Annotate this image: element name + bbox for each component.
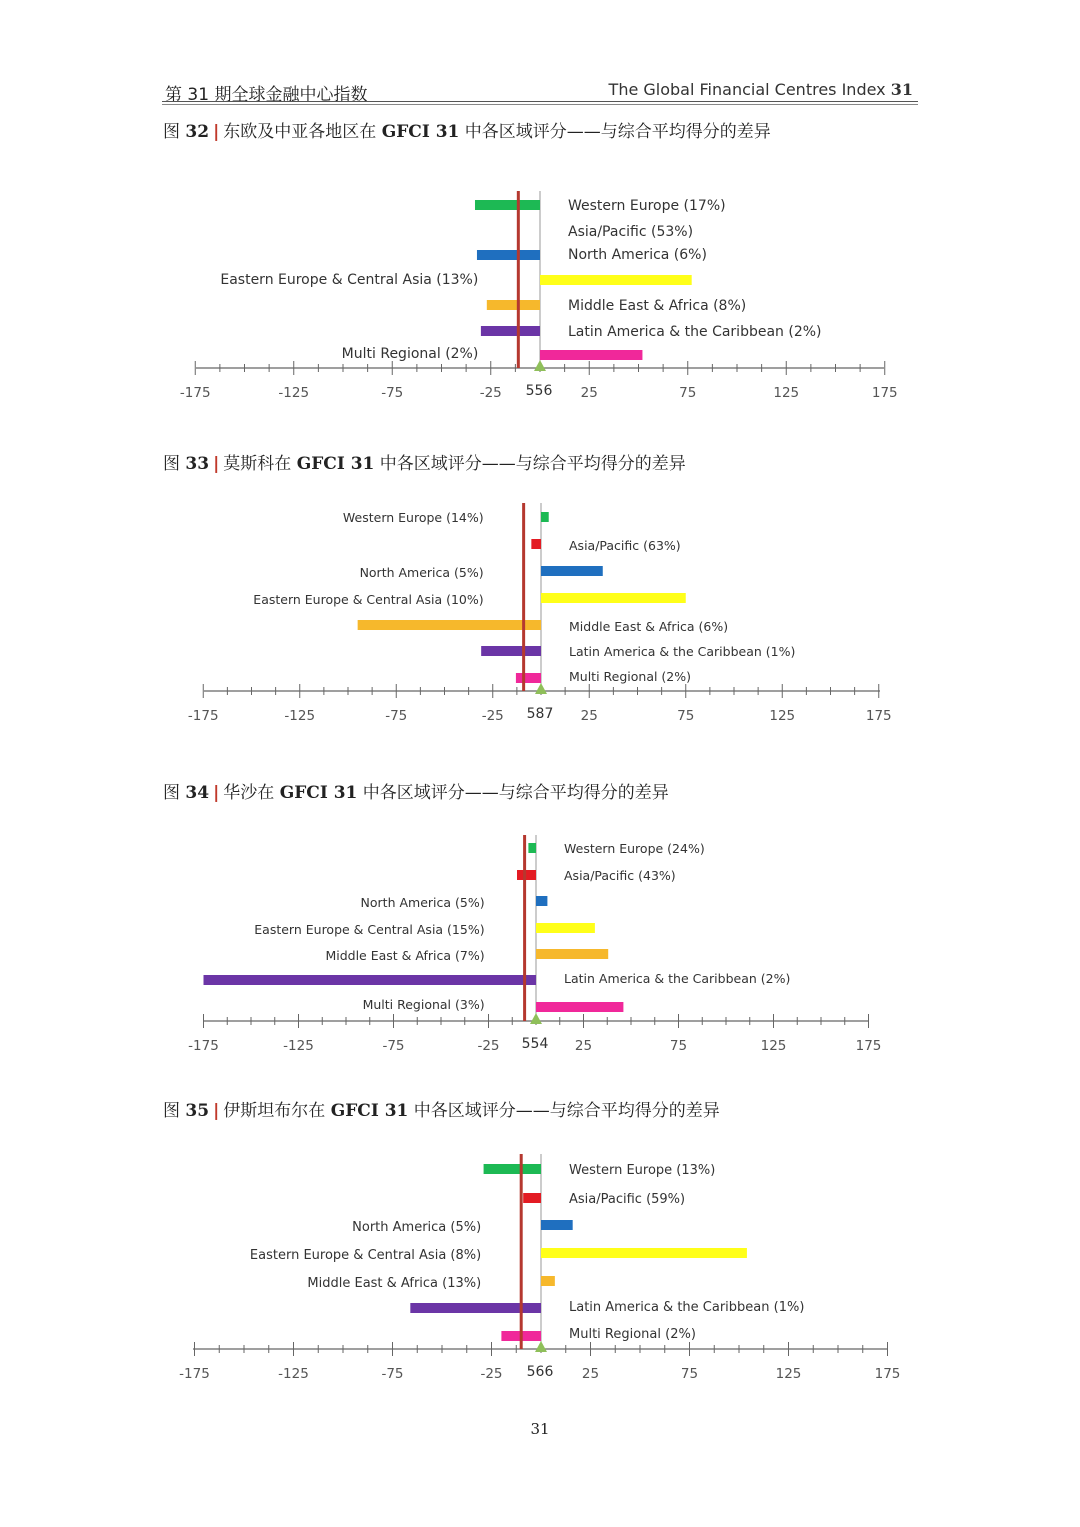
bar-multi-regional — [540, 350, 642, 360]
figure-separator: | — [213, 783, 220, 803]
x-tick-label: 25 — [580, 385, 598, 401]
x-tick-label: 25 — [581, 1366, 600, 1382]
bar-label: Latin America & the Caribbean (2%) — [564, 971, 791, 986]
figure-prefix: 图 — [163, 783, 180, 803]
bar-middle-east-africa — [541, 1276, 555, 1286]
figure-title-post: 中各区域评分——与综合平均得分的差异 — [413, 1101, 720, 1121]
bar-label: Multi Regional (2%) — [569, 669, 692, 684]
center-score-label: 554 — [521, 1036, 549, 1052]
bar-eastern-europe-central-asia — [540, 275, 692, 285]
x-tick-label: 125 — [773, 385, 800, 401]
bar-label: North America (5%) — [352, 1220, 482, 1235]
figure-separator: | — [213, 122, 220, 142]
bar-label: Multi Regional (3%) — [362, 997, 485, 1012]
bar-north-america — [536, 896, 547, 906]
bar-label: Eastern Europe & Central Asia (8%) — [249, 1248, 482, 1263]
header-right-title — [609, 80, 913, 99]
bar-north-america — [541, 566, 603, 576]
bar-label: Western Europe (14%) — [342, 510, 484, 525]
x-tick-label: -25 — [477, 1038, 500, 1054]
bar-multi-regional — [536, 1002, 623, 1012]
x-tick-label: -75 — [381, 1366, 404, 1382]
bar-label: Middle East & Africa (6%) — [569, 619, 729, 634]
center-score-label: 587 — [526, 706, 554, 722]
figure-number: 33 — [185, 454, 210, 474]
bar-western-europe — [475, 200, 540, 210]
x-tick-label: -75 — [385, 708, 408, 724]
figure-title-post: 中各区域评分——与综合平均得分的差异 — [379, 454, 686, 474]
header-rule — [162, 101, 918, 102]
chart-figure-35 — [0, 1148, 1080, 1393]
bar-eastern-europe-central-asia — [541, 1248, 747, 1258]
bar-eastern-europe-central-asia — [536, 923, 595, 933]
figure-prefix: 图 — [163, 122, 180, 142]
x-tick-label: 75 — [669, 1038, 688, 1054]
x-tick-label: -75 — [382, 1038, 405, 1054]
x-tick-label: 175 — [865, 708, 892, 724]
header-right-text: The Global Financial Centres Index — [608, 80, 886, 99]
figure-prefix: 图 — [163, 1101, 180, 1121]
bar-middle-east-africa — [536, 949, 608, 959]
bar-label: North America (6%) — [568, 247, 707, 263]
bar-label: Eastern Europe & Central Asia (13%) — [220, 272, 479, 288]
figure-number: 35 — [185, 1101, 210, 1121]
x-tick-label: 125 — [775, 1366, 802, 1382]
bar-north-america — [541, 1220, 573, 1230]
x-tick-label: -175 — [179, 385, 211, 401]
header-right-number: 31 — [890, 80, 913, 99]
bar-label: North America (5%) — [360, 895, 485, 910]
bar-label: Multi Regional (2%) — [569, 1327, 696, 1342]
x-tick-label: -175 — [187, 708, 219, 724]
score-marker-triangle — [535, 1341, 547, 1352]
bar-label: Asia/Pacific (59%) — [569, 1192, 686, 1207]
bar-latin-america-the-caribbean — [481, 646, 541, 656]
bar-label: Western Europe (17%) — [568, 198, 726, 214]
x-tick-label: -75 — [381, 385, 404, 401]
x-tick-label: -25 — [481, 708, 504, 724]
figure-title-gfci: GFCI 31 — [381, 122, 460, 142]
bar-label: Asia/Pacific (53%) — [568, 224, 694, 240]
bar-label: Latin America & the Caribbean (1%) — [569, 644, 796, 659]
bar-asia-pacific — [523, 1193, 541, 1203]
header-rule-thin — [162, 104, 918, 105]
bar-western-europe — [528, 843, 536, 853]
x-tick-label: 75 — [677, 708, 695, 724]
figure-title-gfci: GFCI 31 — [296, 454, 375, 474]
bar-label: Latin America & the Caribbean (1%) — [569, 1300, 805, 1315]
figure-title-gfci: GFCI 31 — [330, 1101, 409, 1121]
figure-title-pre: 东欧及中亚各地区在 — [223, 122, 377, 142]
x-tick-label: -175 — [179, 1366, 210, 1382]
bar-latin-america-the-caribbean — [481, 326, 540, 336]
figure-prefix: 图 — [163, 454, 180, 474]
bar-label: Eastern Europe & Central Asia (15%) — [254, 922, 485, 937]
figure-title-gfci: GFCI 31 — [279, 783, 358, 803]
center-score-label: 566 — [526, 1364, 554, 1380]
bar-label: Latin America & the Caribbean (2%) — [568, 324, 822, 340]
header-left-title: 第 31 期全球金融中心指数 — [165, 85, 368, 105]
figure-title-pre: 莫斯科在 — [223, 454, 292, 474]
figure-32-title — [163, 117, 771, 142]
page-number: 31 — [530, 1420, 550, 1438]
x-tick-label: 175 — [855, 1038, 882, 1054]
figure-34-title — [163, 778, 669, 803]
x-tick-label: 75 — [680, 1366, 699, 1382]
figure-title-post: 中各区域评分——与综合平均得分的差异 — [464, 122, 771, 142]
bar-label: North America (5%) — [359, 565, 484, 580]
bar-label: Middle East & Africa (13%) — [307, 1276, 482, 1291]
bar-label: Middle East & Africa (8%) — [568, 298, 747, 314]
figure-33-title — [163, 449, 686, 474]
score-marker-triangle — [530, 1013, 542, 1024]
bar-label: Middle East & Africa (7%) — [325, 948, 485, 963]
bar-middle-east-africa — [358, 620, 541, 630]
x-tick-label: -25 — [479, 385, 502, 401]
figure-number: 32 — [185, 122, 210, 142]
bar-multi-regional — [516, 673, 541, 683]
bar-label: Multi Regional (2%) — [341, 346, 479, 362]
chart-figure-33 — [0, 490, 1080, 730]
figure-separator: | — [213, 1101, 220, 1121]
bar-label: Asia/Pacific (43%) — [564, 868, 676, 883]
x-tick-label: 75 — [679, 385, 697, 401]
x-tick-label: 125 — [769, 708, 796, 724]
x-tick-label: 175 — [874, 1366, 901, 1382]
bar-latin-america-the-caribbean — [204, 975, 537, 985]
figure-number: 34 — [185, 783, 210, 803]
score-marker-triangle — [534, 360, 546, 371]
bar-western-europe — [541, 512, 549, 522]
chart-figure-34 — [0, 825, 1080, 1060]
x-tick-label: 175 — [871, 385, 898, 401]
bar-label: Eastern Europe & Central Asia (10%) — [253, 592, 484, 607]
center-score-label: 556 — [525, 383, 553, 399]
x-tick-label: -175 — [188, 1038, 219, 1054]
bar-label: Asia/Pacific (63%) — [569, 538, 681, 553]
x-tick-label: -25 — [480, 1366, 503, 1382]
bar-label: Western Europe (13%) — [569, 1163, 716, 1178]
figure-35-title — [163, 1096, 720, 1121]
figure-separator: | — [213, 454, 220, 474]
x-tick-label: 25 — [580, 708, 598, 724]
x-tick-label: -125 — [283, 1038, 314, 1054]
x-tick-label: -125 — [278, 385, 310, 401]
bar-eastern-europe-central-asia — [541, 593, 686, 603]
x-tick-label: 25 — [574, 1038, 593, 1054]
figure-title-pre: 华沙在 — [223, 783, 275, 803]
bar-label: Western Europe (24%) — [564, 841, 705, 856]
bar-middle-east-africa — [487, 300, 540, 310]
bar-asia-pacific — [517, 870, 536, 880]
bar-asia-pacific — [531, 539, 541, 549]
x-tick-label: -125 — [278, 1366, 309, 1382]
bar-western-europe — [484, 1164, 541, 1174]
score-marker-triangle — [535, 683, 547, 694]
x-tick-label: 125 — [760, 1038, 787, 1054]
figure-title-post: 中各区域评分——与综合平均得分的差异 — [362, 783, 669, 803]
figure-title-pre: 伊斯坦布尔在 — [223, 1101, 326, 1121]
x-tick-label: -125 — [284, 708, 316, 724]
bar-north-america — [477, 250, 540, 260]
chart-figure-32 — [0, 175, 1080, 405]
